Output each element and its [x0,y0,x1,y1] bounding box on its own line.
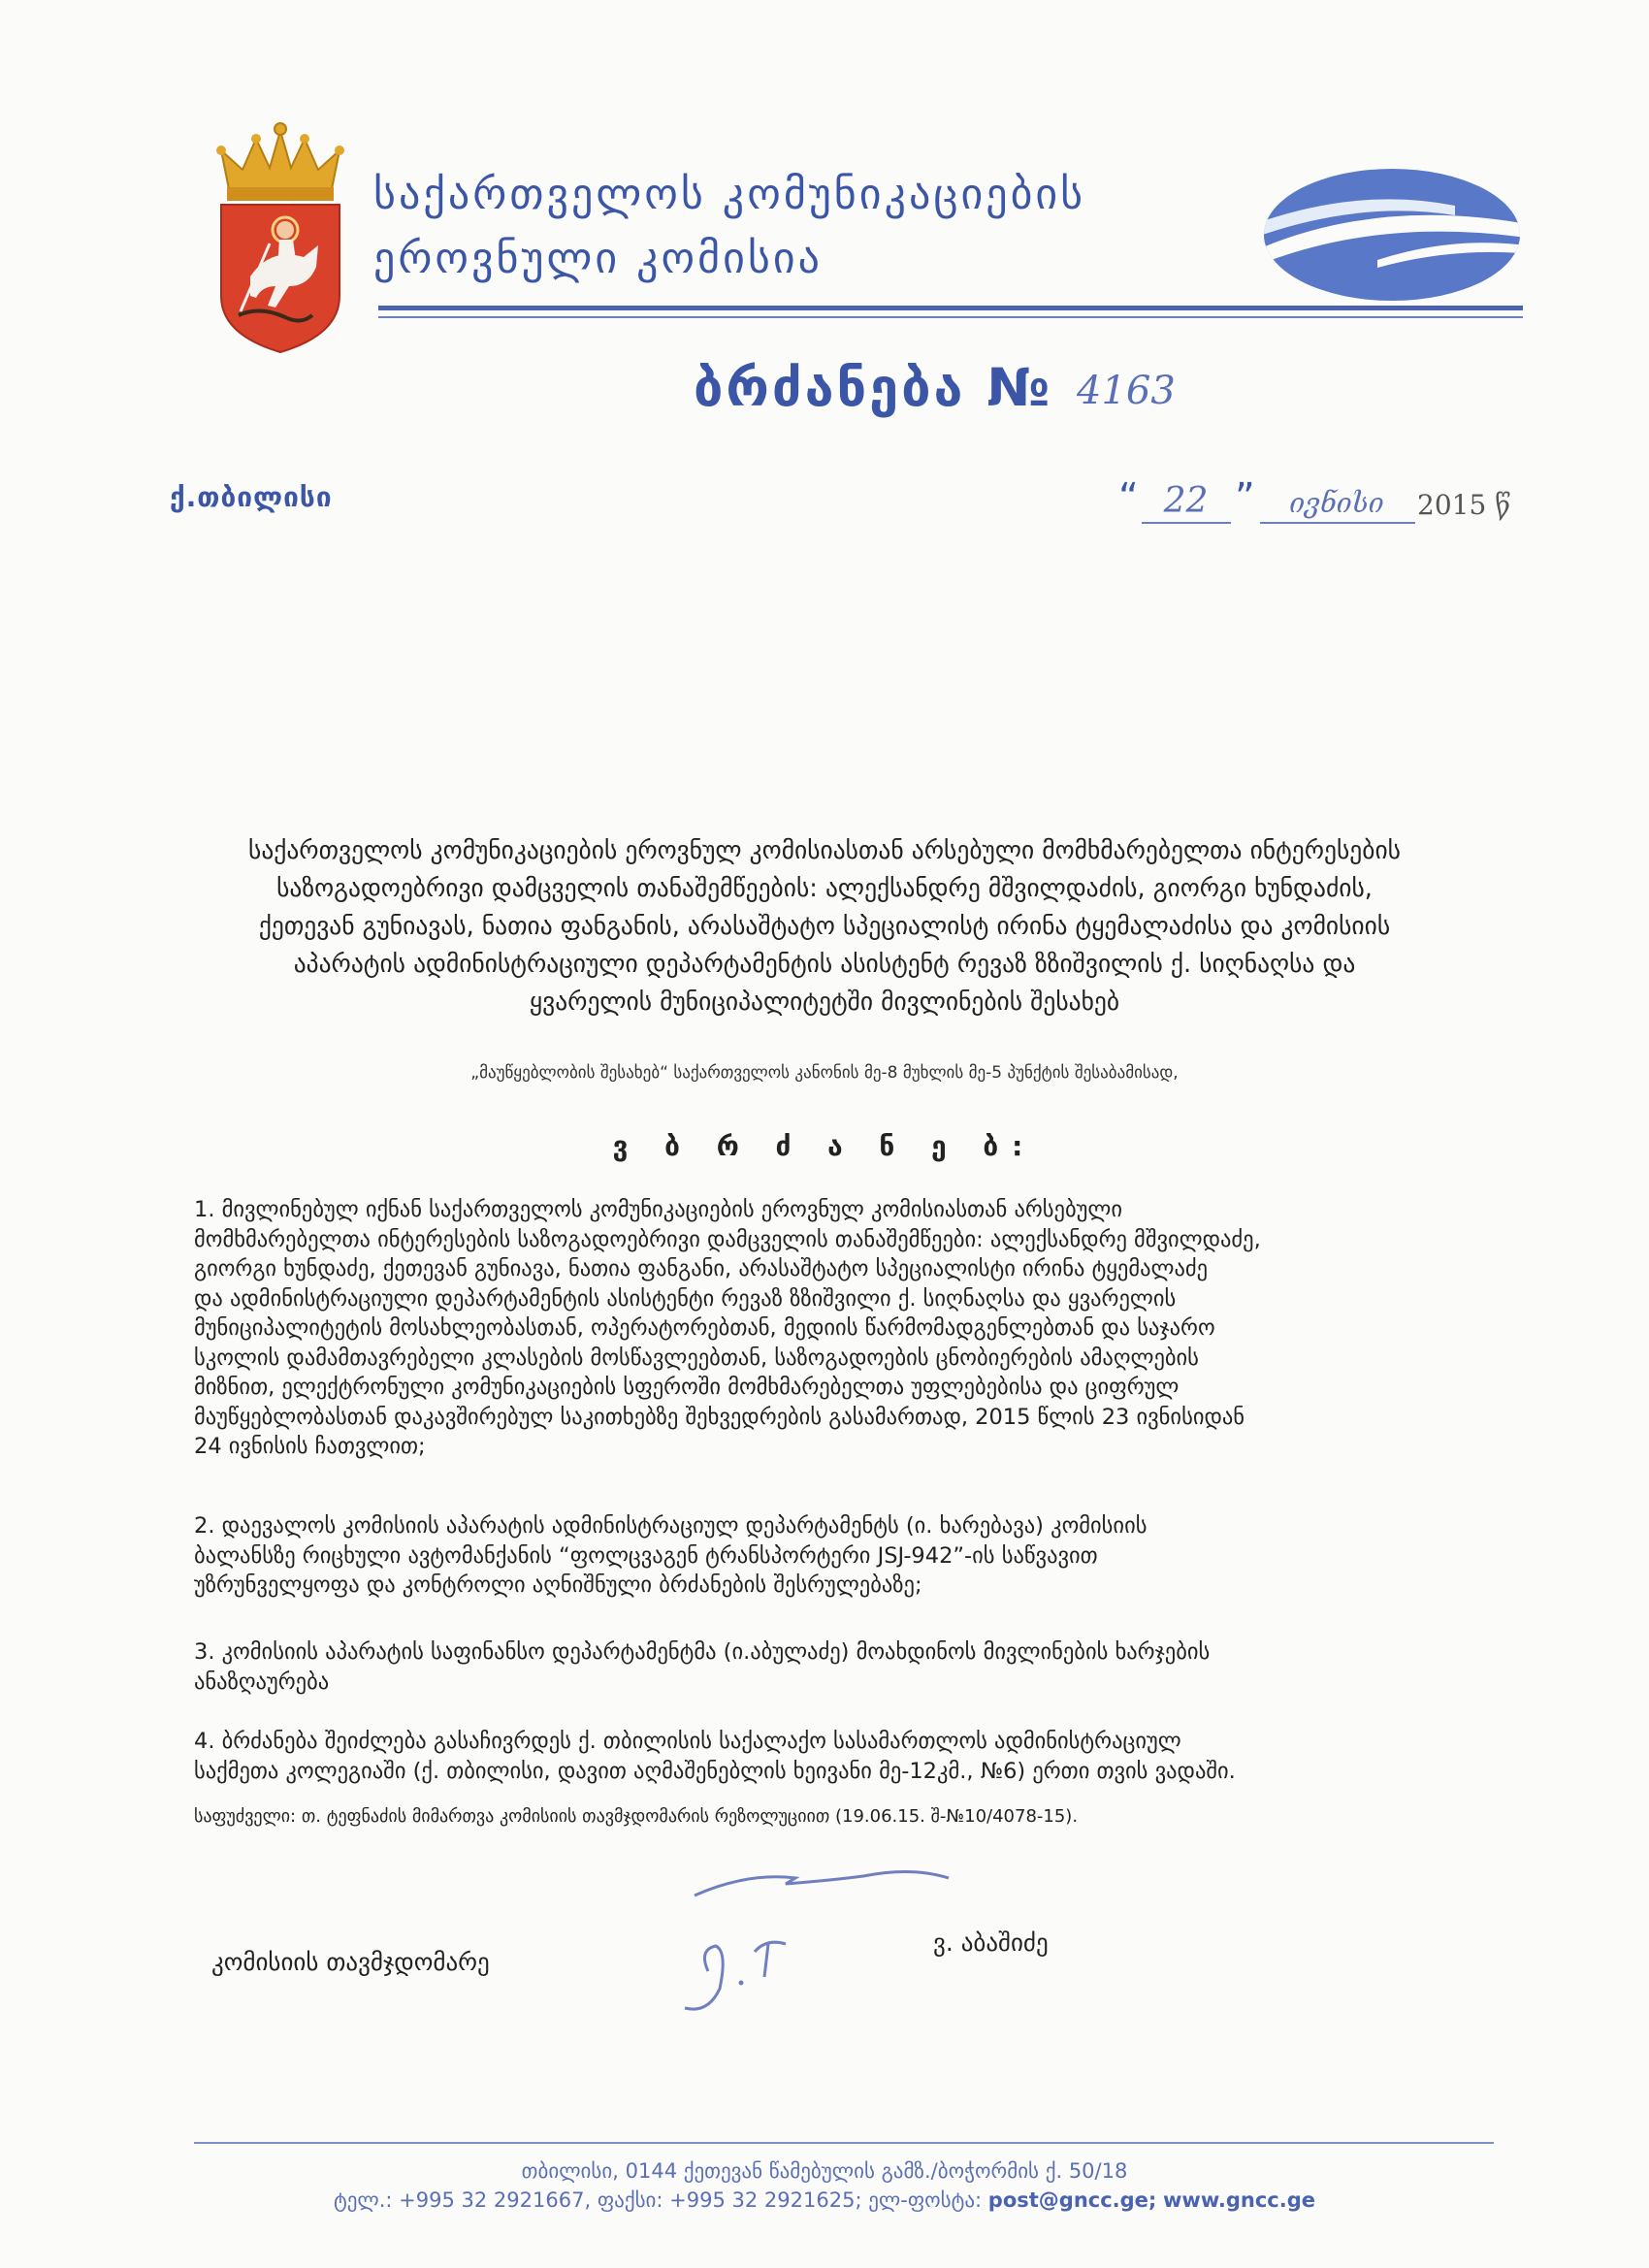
order-date [1118,475,1526,530]
signatory-name: ვ. აბაშიძე [933,1928,1049,1957]
order-item-3 [194,1637,1504,1697]
organization-name-line-2: ეროვნული კომისია [373,234,823,283]
footer-email-link[interactable]: post@gncc.ge; [987,2188,1157,2212]
footer-phone: ტელ.: +995 32 2921667, [334,2188,592,2212]
legal-basis: „მაუწყებლობის შესახებ“ საქართველოს კანონის მე-8 მუხლის მე-5 პუნქტის შესაბამისად, [470,1063,1179,1083]
signatory-title: კომისიის თავმჯდომარე [211,1948,490,1976]
item-line: ბალანსზე რიცხული ავტომანქანის “ფოლცვაგენ ტრანსპორტერი JSJ-942”-ის საწვავით [194,1542,1098,1569]
subject-line: საქართველოს კომუნიკაციების ეროვნულ კომისიასთან არსებული მომხმარებელთა ინტერესების [248,836,1401,865]
footer-fax: ფაქსი: +995 32 2921625; [597,2188,862,2212]
item-line: მუნიციპალიტეტის მოსახლეობასთან, ოპერატორებთან, მედიის წარმომადგენლებთან და საჯარო [194,1315,1215,1341]
item-line: ანაზღაურება [194,1669,330,1695]
item-line: და ადმინისტრაციული დეპარტამენტის ასისტენტი რევაზ ზზიშვილი ქ. სიღნაღსა და ყვარელის [194,1285,1177,1312]
item-line: მიზნით, ელექტრონული კომუნიკაციების სფეროში მომხმარებელთა უფლებებისა და ციფრულ [194,1375,1180,1400]
footer-rule [194,2142,1494,2144]
organization-name [373,163,1227,291]
item-line: 1. მივლინებულ იქნან საქართველოს კომუნიკაციების ეროვნულ კომისიასთან არსებული [194,1197,1122,1222]
order-basis: საფუძველი: თ. ტეფნაძის მიმართვა კომისიის თავმჯდომარის რეზოლუციით (19.06.15. შ-№10/4078-15). [194,1806,1079,1827]
item-line: მომხმარებელთა ინტერესების საზოგადოებრივი დამცველის თანაშემწეები: ალექსანდრე მშვილდაძე, [194,1226,1261,1252]
item-line: სკოლის დამამთავრებელი კლასების მოსწავლეებთან, საზოგადოების ცნობიერების ამაღლების [194,1345,1199,1371]
date-year: 2015 წ [1417,489,1511,521]
order-item-4 [194,1727,1504,1786]
order-number: 4163 [1077,369,1176,413]
order-item-1 [194,1195,1504,1462]
place-of-issue: ქ.თბილისი [170,481,333,513]
footer-address: თბილისი, 0144 ქეთევან წამებულის გამზ./ბოჭორმის ქ. 50/18 [521,2159,1128,2183]
item-line: 4. ბრძანება შეიძლება გასაჩივრდეს ქ. თბილისის საქალაქო სასამართლოს ადმინისტრაციულ [194,1729,1181,1754]
item-line: 24 ივნისის ჩათვლით; [194,1434,426,1459]
date-month-underline [1260,522,1415,524]
subject-line: საზოგადოებრივი დამცველის თანაშემწეების: ალექსანდრე მშვილდაძის, გიორგი ხუნდაძის, [276,874,1373,903]
organization-name-line-1: საქართველოს კომუნიკაციების [373,170,1086,219]
coat-of-arms-emblem [211,121,349,354]
footer-contacts [146,2188,1504,2212]
subject-line: ყვარელის მუნიციპალიტეტში მივლინების შესახებ [529,988,1120,1017]
date-open-quote: “ [1118,475,1139,520]
subject-line: ქეთევან გუნიავას, ნათია ფანგანის, არასაშტატო სპეციალისტ ირინა ტყემალაძისა და კომისიის [258,912,1391,941]
date-month: ივნისი [1289,487,1384,519]
footer-website-link[interactable]: www.gncc.ge [1163,2188,1315,2212]
header-rule [378,306,1523,310]
item-line: გიორგი ხუნდაძე, ქეთევან გუნიავა, ნათია ფანგანი, არასაშტატო სპეციალისტი ირინა ტყემალაძე [194,1256,1209,1281]
gncc-logo-icon [1261,167,1523,303]
subject-line: აპარატის ადმინისტრაციული დეპარტამენტის ასისტენტ რევაზ ზზიშვილის ქ. სიღნაღსა და [293,950,1356,979]
order-item-2 [194,1511,1504,1601]
item-line: უზრუნველყოფა და კონტროლი აღნიშნული ბრძანების შესრულებაზე; [194,1572,922,1598]
decree-heading: ვ ბ რ ძ ა ნ ე ბ: [612,1130,1037,1162]
item-line: მაუწყებლობასთან დაკავშირებულ საკითხებზე შეხვედრების გასამართად, 2015 წლის 23 ივნისიდან [194,1404,1245,1430]
item-line: 2. დაევალოს კომისიის აპარატის ადმინისტრაციულ დეპარტამენტს (ი. ხარებავა) კომისიის [194,1513,1148,1539]
date-close-quote: ” [1235,475,1255,520]
order-title: ბრძანება № [694,357,1053,418]
item-line: 3. კომისიის აპარატის საფინანსო დეპარტამენტმა (ი.აბულაძე) მოახდინოს მივლინების ხარჯების [194,1639,1211,1665]
header-rule-thin [378,316,1523,318]
date-day: 22 [1163,481,1209,521]
date-day-underline [1142,522,1231,524]
item-line: საქმეთა კოლეგიაში (ქ. თბილისი, დავით აღმაშენებლის ხეივანი მე-12კმ., №6) ერთი თვის ვადაში. [194,1758,1236,1784]
order-subject [146,832,1504,1021]
footer-email-label: ელ-ფოსტა: [868,2188,983,2212]
